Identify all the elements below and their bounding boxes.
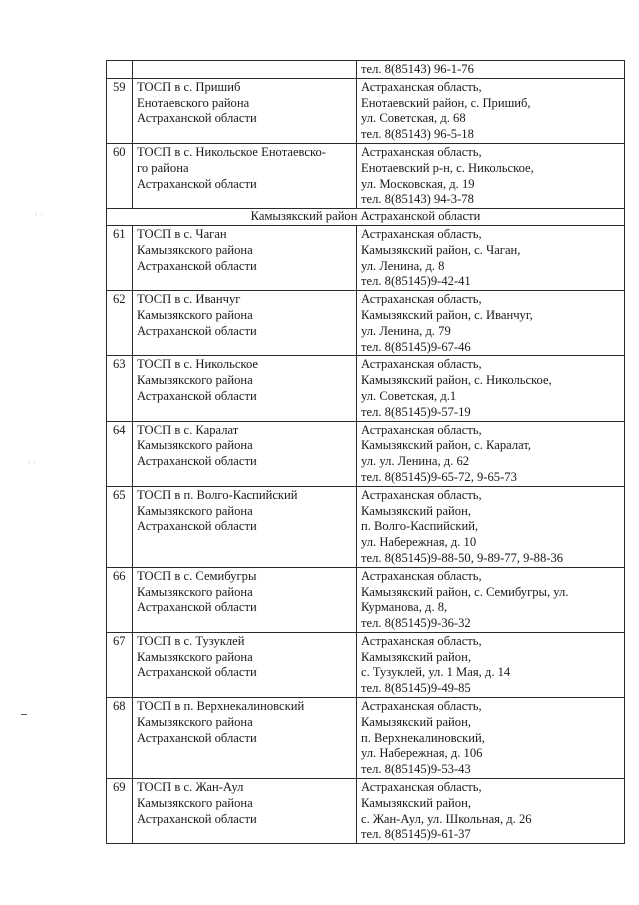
address-line: Енотаевский район, с. Пришиб, [361, 95, 531, 110]
address-line: ул. ул. Ленина, д. 62 [361, 454, 470, 469]
table-row [107, 291, 625, 356]
branch-address [357, 61, 625, 79]
address-line: ул. Ленина, д. 8 [361, 258, 445, 273]
name-line: Камызякского района [137, 307, 253, 322]
table-row [107, 143, 625, 208]
address-line: ул. Советская, д. 68 [361, 111, 466, 126]
address-line: Астраханская область, [361, 633, 482, 648]
table-row [107, 356, 625, 421]
branch-address [357, 356, 625, 421]
table-row [107, 779, 625, 844]
address-line: тел. 8(85145)9-61-37 [361, 827, 471, 842]
name-line: Астраханской области [137, 258, 257, 273]
address-line: п. Верхнекалиновский, [361, 730, 485, 745]
name-line: Камызякского района [137, 795, 253, 810]
address-line: ул. Набережная, д. 10 [361, 535, 477, 550]
row-number: 66 [107, 567, 133, 632]
address-line: Курманова, д. 8, [361, 600, 448, 615]
branch-name [133, 698, 357, 779]
branch-address [357, 421, 625, 486]
address-line: Камызякский район, с. Иванчуг, [361, 307, 533, 322]
row-number: 69 [107, 779, 133, 844]
name-line: Камызякского района [137, 438, 253, 453]
address-line: тел. 8(85145)9-67-46 [361, 339, 471, 354]
address-line: тел. 8(85143) 96-5-18 [361, 127, 474, 142]
name-line: Астраханской области [137, 665, 257, 680]
branch-name [133, 78, 357, 143]
address-line: с. Тузуклей, ул. 1 Мая, д. 14 [361, 665, 511, 680]
address-line: Астраханская область, [361, 422, 482, 437]
row-number: 60 [107, 143, 133, 208]
section-row [107, 209, 625, 226]
address-line: ул. Ленина, д. 79 [361, 323, 451, 338]
address-line: Камызякский район, с. Каралат, [361, 438, 532, 453]
name-line: Астраханской области [137, 454, 257, 469]
branch-table [106, 60, 625, 844]
address-line: тел. 8(85145)9-57-19 [361, 404, 471, 419]
branch-address [357, 291, 625, 356]
address-line: Астраханская область, [361, 568, 482, 583]
address-line: Камызякский район, с. Никольское, [361, 373, 552, 388]
branch-name [133, 421, 357, 486]
address-line: с. Жан-Аул, ул. Школьная, д. 26 [361, 811, 532, 826]
name-line: Камызякского района [137, 503, 253, 518]
branch-name [133, 632, 357, 697]
address-line: Астраханская область, [361, 487, 482, 502]
name-line: Астраханской области [137, 600, 257, 615]
name-line: Камызякского района [137, 373, 253, 388]
table-row [107, 567, 625, 632]
address-line: Енотаевский р-н, с. Никольское, [361, 160, 534, 175]
address-line: тел. 8(85145)9-53-43 [361, 762, 471, 777]
table-row [107, 486, 625, 567]
branch-address [357, 486, 625, 567]
branch-name [133, 143, 357, 208]
branch-name [133, 356, 357, 421]
row-number: 62 [107, 291, 133, 356]
address-line: тел. 8(85145)9-36-32 [361, 616, 471, 631]
row-number: 65 [107, 486, 133, 567]
table-row [107, 421, 625, 486]
branch-name [133, 291, 357, 356]
address-line: Астраханская область, [361, 780, 482, 795]
name-line: Астраханской области [137, 111, 257, 126]
address-line: ул. Московская, д. 19 [361, 176, 475, 191]
name-line: ТОСП в п. Волго-Каспийский [137, 487, 298, 502]
branch-name [133, 61, 357, 79]
row-number [107, 61, 133, 79]
row-number: 64 [107, 421, 133, 486]
address-line: Камызякский район, [361, 795, 471, 810]
table-row [107, 225, 625, 290]
branch-address [357, 632, 625, 697]
name-line: ТОСП в с. Семибугры [137, 568, 257, 583]
name-line: Енотаевского района [137, 95, 250, 110]
table-row [107, 61, 625, 79]
name-line: Камызякского района [137, 649, 253, 664]
row-number: 59 [107, 78, 133, 143]
name-line: ТОСП в с. Тузуклей [137, 633, 245, 648]
scan-mark: ◦ · [34, 211, 43, 219]
name-line: Астраханской области [137, 730, 257, 745]
branch-name [133, 486, 357, 567]
address-line: п. Волго-Каспийский, [361, 519, 479, 534]
address-line: Камызякский район, с. Семибугры, ул. [361, 584, 569, 599]
name-line: Астраханской области [137, 519, 257, 534]
name-line: ТОСП в с. Никольское [137, 357, 258, 372]
address-line: тел. 8(85145)9-88-50, 9-89-77, 9-88-36 [361, 550, 564, 565]
name-line: го района [137, 160, 189, 175]
address-line: тел. 8(85145)9-42-41 [361, 274, 471, 289]
row-number: 63 [107, 356, 133, 421]
address-line: ул. Советская, д.1 [361, 388, 457, 403]
address-line: Камызякский район, [361, 649, 471, 664]
name-line: Астраханской области [137, 323, 257, 338]
address-line: Астраханская область, [361, 357, 482, 372]
address-line: ул. Набережная, д. 106 [361, 746, 483, 761]
name-line: Камызякского района [137, 584, 253, 599]
name-line: Астраханской области [137, 388, 257, 403]
branch-address [357, 78, 625, 143]
address-line: Астраханская область, [361, 144, 482, 159]
document-page [106, 60, 624, 844]
table-row [107, 632, 625, 697]
table-row [107, 78, 625, 143]
name-line: ТОСП в с. Иванчуг [137, 292, 241, 307]
phone-line: тел. 8(85143) 96-1-76 [361, 62, 474, 76]
table-row [107, 698, 625, 779]
scan-mark: ◦ · [27, 459, 36, 467]
name-line: ТОСП в с. Каралат [137, 422, 239, 437]
scan-dash [21, 714, 27, 715]
row-number: 68 [107, 698, 133, 779]
name-line: Астраханской области [137, 176, 257, 191]
table-body [107, 61, 625, 844]
address-line: Астраханская область, [361, 699, 482, 714]
address-line: тел. 8(85145)9-49-85 [361, 681, 471, 696]
address-line: Астраханская область, [361, 79, 482, 94]
branch-address [357, 567, 625, 632]
branch-address [357, 143, 625, 208]
name-line: ТОСП в п. Верхнекалиновский [137, 699, 305, 714]
row-number: 67 [107, 632, 133, 697]
name-line: ТОСП в с. Жан-Аул [137, 780, 244, 795]
row-number: 61 [107, 225, 133, 290]
address-line: Камызякский район, [361, 714, 471, 729]
name-line: ТОСП в с. Пришиб [137, 79, 241, 94]
address-line: Астраханская область, [361, 292, 482, 307]
name-line: Астраханской области [137, 811, 257, 826]
address-line: тел. 8(85143) 94-3-78 [361, 192, 474, 207]
address-line: Камызякский район, с. Чаган, [361, 242, 521, 257]
branch-name [133, 225, 357, 290]
branch-name [133, 779, 357, 844]
name-line: Камызякского района [137, 242, 253, 257]
section-title: Камызякский район Астраханской области [107, 209, 625, 226]
address-line: Камызякский район, [361, 503, 471, 518]
name-line: Камызякского района [137, 714, 253, 729]
address-line: тел. 8(85145)9-65-72, 9-65-73 [361, 469, 517, 484]
address-line: Астраханская область, [361, 226, 482, 241]
branch-name [133, 567, 357, 632]
branch-address [357, 779, 625, 844]
name-line: ТОСП в с. Чаган [137, 226, 227, 241]
branch-address [357, 698, 625, 779]
name-line: ТОСП в с. Никольское Енотаевско- [137, 144, 326, 159]
branch-address [357, 225, 625, 290]
